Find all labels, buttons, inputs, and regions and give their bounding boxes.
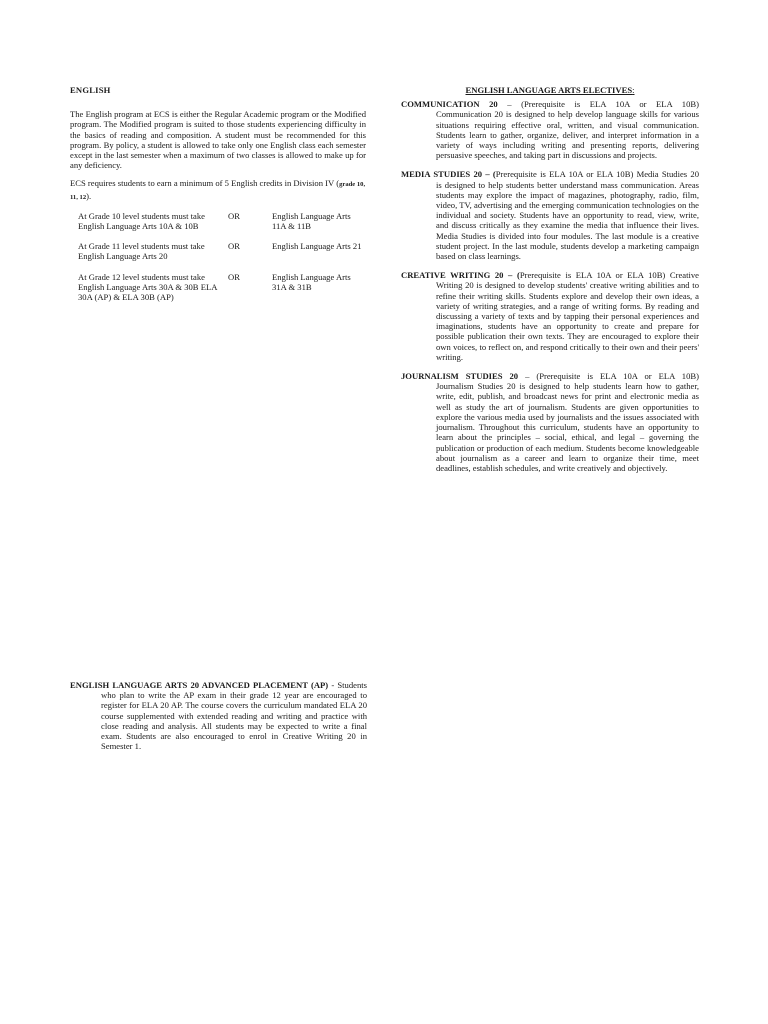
course-title: JOURNALISM STUDIES 20 [401, 371, 519, 382]
english-program-section [70, 85, 366, 312]
course-header [401, 99, 699, 109]
course-prerequisite: - Students [328, 680, 367, 690]
grade-row-left: At Grade 10 level students must take English Language Arts 10A & 10B [78, 210, 205, 232]
grade-row-or: OR [228, 210, 240, 221]
course-title: CREATIVE WRITING 20 – ( [401, 270, 520, 281]
credit-requirement-text: ECS requires students to earn a minimum of 5 English credits in Division IV ( [70, 178, 340, 189]
grade-row-right: English Language Arts 21 [272, 241, 362, 252]
credit-requirement-grades: grade 10, 11, 12 [70, 181, 366, 201]
course-communication-20 [401, 99, 699, 160]
course-header [401, 371, 699, 381]
course-description: who plan to write the AP exam in their grade 12 year are encouraged to register for ELA 20 AP. The course covers the curriculum mandated ELA 20 course supplemented with extended reading and writing and practice with close reading and analysis. All students may be expected to write a final exam. Students are also encouraged to enrol in Creative Writing 20 in Semester 1. [101, 690, 367, 752]
course-title: MEDIA STUDIES 20 – ( [401, 169, 496, 180]
grade-row-11 [70, 241, 366, 261]
course-header [401, 169, 699, 179]
grade-row-10 [70, 211, 366, 231]
course-title: ENGLISH LANGUAGE ARTS 20 ADVANCED PLACEMENT (AP) [70, 680, 329, 690]
electives-title [401, 85, 699, 95]
course-description: Journalism Studies 20 is designed to help students learn how to gather, write, edit, publish, and broadcast news for print and electronic media as well as study the art of journalism. Students are given opportunities to explore the various media used by journalists and the issues associated with journalism. Throughout this curriculum, students have an opportunity to learn about the principles – social, ethical, and legal – governing the publication or production of each medium. Students become knowledgeable about journalism as a career and learn to organize their time, meet deadlines, establish schedules, and write creatively and objectively. [436, 381, 699, 473]
course-media-studies-20 [401, 169, 699, 261]
english-intro-paragraph: The English program at ECS is either the Regular Academic program or the Modified program. The Modified program is suited to those students experiencing difficulty in the basics of reading and composition. A student must be recommended for this program. By policy, a student is allowed to take only one English class each semester except in the last semester when a maximum of two classes is allowed to make up for any deficiency. [70, 109, 366, 171]
english-heading: ENGLISH [70, 85, 111, 95]
grade-requirements-table [70, 211, 366, 302]
grade-row-12 [70, 272, 366, 303]
electives-section [401, 85, 699, 473]
grade-row-left: At Grade 12 level students must take English Language Arts 30A & 30B ELA 30A (AP) & ELA 30B (AP) [78, 271, 217, 303]
course-prerequisite: – (Prerequisite is ELA 10A or ELA 10B) [518, 371, 699, 382]
course-header [70, 680, 367, 690]
course-prerequisite: Prerequisite is ELA 10A or ELA 10B) Media Studies 20 [495, 169, 699, 180]
course-prerequisite: – (Prerequisite is ELA 10A or ELA 10B) [497, 99, 699, 110]
grade-row-left: At Grade 11 level students must take English Language Arts 20 [78, 241, 205, 262]
course-header [401, 270, 699, 280]
course-creative-writing-20 [401, 270, 699, 362]
course-prerequisite: Prerequisite is ELA 10A or ELA 10B) Creative [519, 270, 699, 281]
credit-requirement [70, 178, 366, 202]
electives-title-colon: : [632, 85, 635, 95]
grade-row-right: English Language Arts 11A & 11B [272, 210, 351, 232]
course-title: COMMUNICATION 20 [401, 99, 498, 110]
grade-row-or: OR [228, 241, 240, 252]
course-description: Writing 20 is designed to develop students' creative writing abilities and to refine their writing skills. Students explore and develop their own ideas, a variety of writing strategies, and a range of writing forms. By reading and discussing a variety of texts and by tapping their personal experiences and imaginations, students have an opportunity to create and prepare for possible publication their own texts. They are encouraged to explore their own voices, to reflect on, and respond critically to their own and their peers' writing. [436, 280, 699, 362]
course-description: is designed to help students better understand mass communication. Areas students may explore the impact of magazines, photography, radio, film, video, TV, advertising and the emerging communication technologies on the individual and society. Students have an opportunity to read, view, write, and discuss critically as they examine the media that influence their lives. Media Studies is divided into four modules. The last module is a creative student project. In the last module, students develop a marketing campaign based on class learnings. [436, 179, 699, 262]
course-journalism-studies-20 [401, 371, 699, 473]
course-description: Communication 20 is designed to help develop language skills for various situations requiring effective oral, written, and visual communication. Students learn to gather, organize, deliver, and interpret information in a variety of ways including writing and presenting reports, delivering persuasive speeches, and taking part in discussions and projects. [436, 109, 699, 161]
grade-row-or: OR [228, 271, 240, 282]
course-ela-20-ap [70, 680, 367, 751]
electives-title-text: ENGLISH LANGUAGE ARTS ELECTIVES [465, 85, 633, 95]
credit-requirement-end: ). [86, 190, 92, 201]
grade-row-right: English Language Arts 31A & 31B [272, 271, 351, 292]
